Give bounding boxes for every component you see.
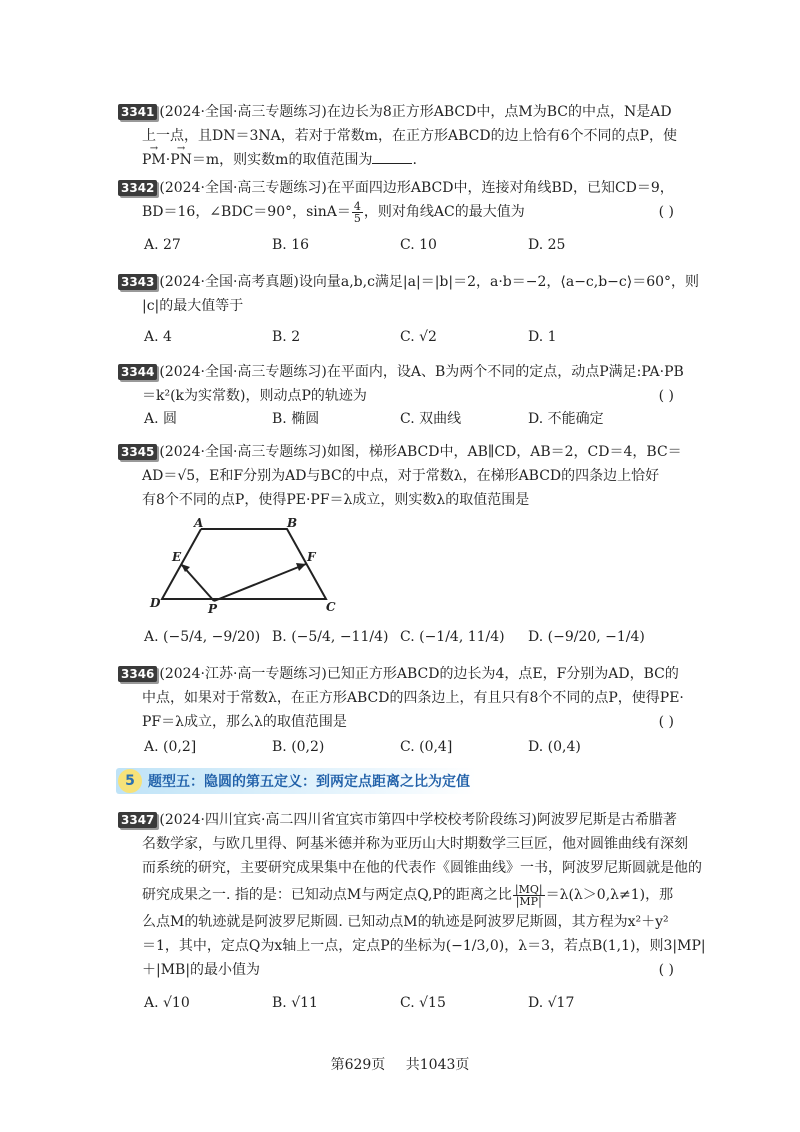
denominator: |MP| bbox=[515, 894, 542, 908]
label-e: E bbox=[172, 550, 182, 564]
option-a: A. (−5/4, −9/20) bbox=[144, 629, 261, 645]
options-3345 bbox=[144, 626, 684, 648]
trapezoid-figure bbox=[144, 515, 344, 615]
period: . bbox=[412, 152, 417, 168]
vector-pn: → PN bbox=[170, 148, 192, 172]
numerator: 4 bbox=[353, 199, 361, 213]
question-3344 bbox=[118, 360, 684, 408]
label-a: A bbox=[194, 516, 204, 530]
question-number: 3347 bbox=[118, 812, 157, 828]
option-d: D. 不能确定 bbox=[528, 411, 604, 427]
question-text: ＝λ(λ＞0,λ≠1)，那 bbox=[545, 887, 674, 903]
options-3344 bbox=[144, 408, 684, 430]
option-c: C. √15 bbox=[400, 995, 446, 1011]
option-c: C. 双曲线 bbox=[400, 411, 462, 427]
question-number: 3341 bbox=[118, 104, 157, 120]
section-header bbox=[116, 768, 476, 794]
option-d: D. (0,4) bbox=[528, 739, 581, 755]
question-3345 bbox=[118, 440, 682, 512]
vector-pf bbox=[214, 564, 306, 601]
question-text: 中点，如果对于常数λ，在正方形ABCD的四条边上，有且只有8个不同的点P，使得PE· bbox=[142, 690, 684, 706]
option-a: A. √10 bbox=[144, 995, 190, 1011]
arrowhead-e bbox=[181, 564, 190, 572]
option-d: D. √17 bbox=[528, 995, 575, 1011]
option-b: B. (0,2) bbox=[272, 739, 325, 755]
question-number: 3344 bbox=[118, 364, 157, 380]
options-3343 bbox=[144, 326, 684, 348]
question-3342 bbox=[118, 176, 678, 224]
option-a: A. 4 bbox=[144, 329, 172, 345]
label-p: P bbox=[208, 602, 218, 615]
question-number: 3343 bbox=[118, 274, 157, 290]
question-text: |c|的最大值等于 bbox=[142, 298, 244, 314]
question-number: 3342 bbox=[118, 180, 157, 196]
dot-operator: · bbox=[165, 152, 171, 168]
option-b: B. 16 bbox=[272, 237, 310, 253]
question-text: ＋|MB|的最小值为 bbox=[142, 962, 261, 978]
section-badge: 5 bbox=[118, 769, 142, 793]
question-text: 有8个不同的点P，使得PE·PF＝λ成立，则实数λ的取值范围是 bbox=[142, 492, 530, 508]
option-b: B. √11 bbox=[272, 995, 318, 1011]
question-3341 bbox=[118, 100, 678, 172]
option-d: D. 1 bbox=[528, 329, 557, 345]
question-text: ＝1，其中，定点Q为x轴上一点，定点P的坐标为(−1/3,0)，λ＝3，若点B(1,1)，则3|MP| bbox=[142, 938, 706, 954]
question-text: (2024·全国·高三专题练习)在平面四边形ABCD中，连接对角线BD，已知CD＝9， bbox=[159, 180, 674, 196]
question-text: ，则对角线AC的最大值为 bbox=[363, 204, 525, 220]
question-number: 3346 bbox=[118, 666, 157, 682]
question-number: 3345 bbox=[118, 444, 157, 460]
numerator: |MQ| bbox=[514, 882, 543, 896]
question-text: BD＝16，∠BDC＝90°，sinA＝ bbox=[142, 204, 351, 220]
answer-blank bbox=[372, 149, 412, 164]
label-b: B bbox=[287, 516, 298, 530]
options-3347 bbox=[144, 992, 684, 1014]
question-text: 研究成果之一. 指的是：已知动点M与两定点Q,P的距离之比 bbox=[142, 887, 512, 903]
question-text: (2024·全国·高三专题练习)在边长为8正方形ABCD中，点M为BC的中点，N是AD bbox=[159, 104, 672, 120]
question-text: (2024·全国·高三专题练习)如图，梯形ABCD中，AB∥CD，AB＝2，CD＝4，BC＝ bbox=[159, 444, 682, 460]
question-text: (2024·全国·高考真题)设向量a,b,c满足|a|＝|b|＝2，a·b＝−2，⟨a−c,b−c⟩＝60°，则 bbox=[159, 274, 700, 290]
question-3346 bbox=[118, 662, 684, 734]
answer-paren: ( ) bbox=[658, 714, 674, 730]
question-text: ＝k²(k为实常数)，则动点P的轨迹为 bbox=[142, 388, 367, 404]
question-text: 上一点，且DN＝3NA，若对于常数m，在正方形ABCD的边上恰有6个不同的点P，使 bbox=[142, 128, 677, 144]
option-a: A. 27 bbox=[144, 237, 181, 253]
option-c: C. (−1/4, 11/4) bbox=[400, 629, 505, 645]
option-c: C. (0,4] bbox=[400, 739, 453, 755]
question-text: (2024·四川宜宾·高二四川省宜宾市第四中学校校考阶段练习)阿波罗尼斯是古希腊著 bbox=[159, 812, 677, 828]
answer-paren: ( ) bbox=[658, 388, 674, 404]
ratio-fraction bbox=[513, 884, 545, 907]
question-text: AD＝√5，E和F分别为AD与BC的中点，对于常数λ，在梯形ABCD的四条边上恰好 bbox=[142, 468, 660, 484]
question-text: (2024·江苏·高一专题练习)已知正方形ABCD的边长为4，点E，F分别为AD，BC的 bbox=[159, 666, 679, 682]
option-c: C. √2 bbox=[400, 329, 437, 345]
label-f: F bbox=[307, 550, 316, 564]
label-c: C bbox=[326, 600, 336, 614]
denominator: 5 bbox=[353, 211, 361, 225]
question-text: 么点M的轨迹就是阿波罗尼斯圆. 已知动点M的轨迹是阿波罗尼斯圆，其方程为x²＋y² bbox=[142, 914, 669, 930]
total-pages: 共1043页 bbox=[405, 1057, 470, 1073]
question-text: PF＝λ成立，那么λ的取值范围是 bbox=[142, 714, 347, 730]
question-text: 而系统的研究，主要研究成果集中在他的代表作《圆锥曲线》一书，阿波罗尼斯圆就是他的 bbox=[142, 860, 702, 876]
answer-paren: ( ) bbox=[658, 962, 674, 978]
options-3346 bbox=[144, 736, 684, 758]
arrowhead-f bbox=[296, 563, 306, 571]
options-3342 bbox=[144, 234, 684, 256]
option-a: A. 圆 bbox=[144, 411, 178, 427]
option-a: A. (0,2] bbox=[144, 739, 197, 755]
question-3343 bbox=[118, 270, 700, 318]
option-d: D. (−9/20, −1/4) bbox=[528, 629, 645, 645]
question-text: (2024·全国·高三专题练习)在平面内，设A、B为两个不同的定点，动点P满足:PA·PB bbox=[159, 364, 684, 380]
question-text: ＝m，则实数m的取值范围为 bbox=[191, 152, 373, 168]
option-b: B. 椭圆 bbox=[272, 411, 320, 427]
option-b: B. 2 bbox=[272, 329, 301, 345]
option-c: C. 10 bbox=[400, 237, 437, 253]
label-d: D bbox=[150, 596, 161, 610]
page-footer bbox=[0, 1054, 800, 1074]
answer-paren: ( ) bbox=[658, 204, 674, 220]
fraction bbox=[352, 201, 363, 224]
section-title: 题型五：隐圆的第五定义：到两定点距离之比为定值 bbox=[148, 774, 470, 790]
vector-pm: → PM bbox=[142, 148, 166, 172]
option-b: B. (−5/4, −11/4) bbox=[272, 629, 389, 645]
page-number: 第629页 bbox=[330, 1057, 386, 1073]
question-text: 名数学家，与欧几里得、阿基米德并称为亚历山大时期数学三巨匠，他对圆锥曲线有深刻 bbox=[142, 836, 688, 852]
option-d: D. 25 bbox=[528, 237, 566, 253]
question-3347 bbox=[118, 808, 706, 982]
